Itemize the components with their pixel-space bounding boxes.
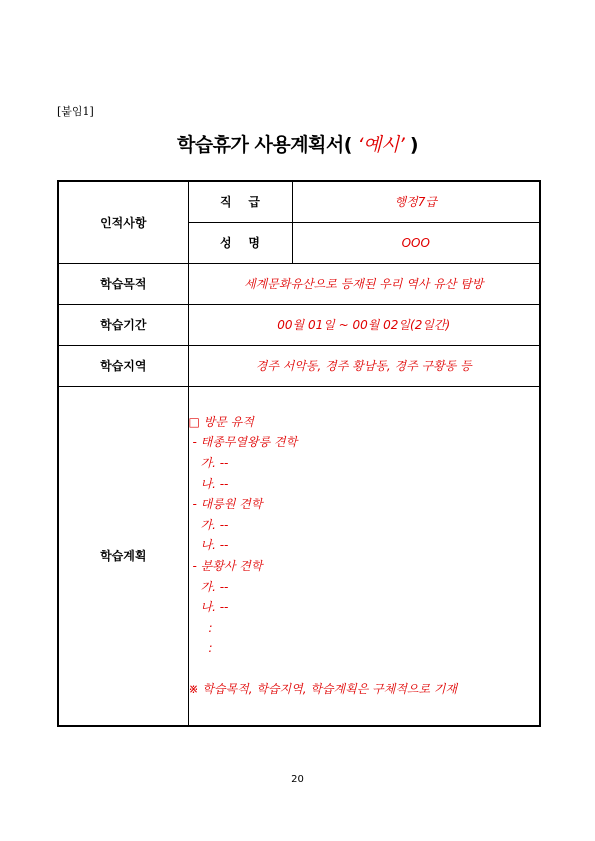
region-label: 학습지역: [58, 345, 188, 386]
name-label: 성 명: [188, 222, 292, 263]
position-value: 행정7급: [292, 181, 540, 222]
table-row: [58, 181, 540, 222]
position-label: 직 급: [188, 181, 292, 222]
title-main: 학습휴가 사용계획서(: [176, 134, 352, 156]
plan-line: 나. --: [200, 538, 229, 553]
region-value: 경주 서악동, 경주 황남동, 경주 구황동 등: [188, 345, 540, 386]
plan-line: 가. --: [200, 579, 229, 594]
plan-line: 가. --: [200, 517, 229, 532]
plan-line: :: [208, 620, 213, 635]
personal-info-header: 인적사항: [58, 181, 188, 263]
document-title: [0, 130, 595, 157]
plan-line: □ 방문 유적: [188, 414, 254, 429]
title-example-mark: ‘예시’: [351, 134, 410, 156]
plan-line: - 태종무열왕릉 견학: [192, 435, 298, 450]
plan-line: 나. --: [200, 600, 229, 615]
attachment-label: [붙임1]: [57, 105, 94, 118]
purpose-value: 세계문화유산으로 등재된 우리 역사 유산 탐방: [188, 263, 540, 304]
name-value: OOO: [292, 222, 540, 263]
plan-content: [188, 386, 540, 726]
purpose-label: 학습목적: [58, 263, 188, 304]
title-close: ): [409, 134, 419, 156]
plan-line: 가. --: [200, 456, 229, 471]
plan-line: - 대릉원 견학: [192, 497, 263, 512]
page-number: 20: [291, 774, 304, 785]
plan-line: 나. --: [200, 476, 229, 491]
period-label: 학습기간: [58, 304, 188, 345]
plan-note: ※ 학습목적, 학습지역, 학습계획은 구체적으로 기재: [188, 682, 458, 697]
table-row: [58, 345, 540, 386]
study-leave-plan-table: [57, 180, 541, 727]
table-row: [58, 304, 540, 345]
table-row: [58, 386, 540, 726]
period-value: 00월 01일 ~ 00월 02일(2일간): [188, 304, 540, 345]
plan-label: 학습계획: [58, 386, 188, 726]
plan-line: - 분황사 견학: [192, 559, 263, 574]
table-row: [58, 263, 540, 304]
plan-line: :: [208, 641, 213, 656]
